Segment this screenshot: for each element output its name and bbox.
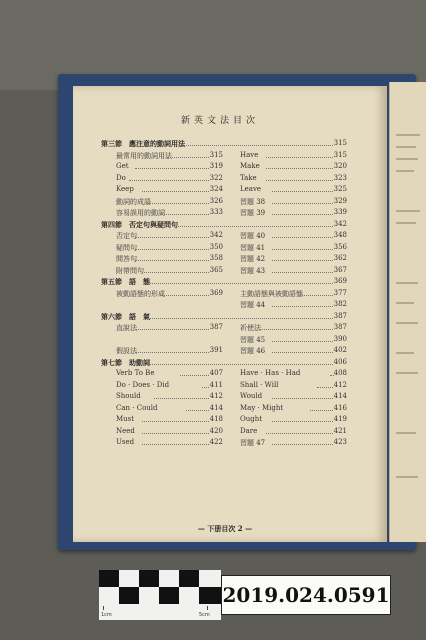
toc-leader xyxy=(272,249,333,250)
toc-entry: 附帶問句 xyxy=(116,266,144,275)
toc-page-number: 320 xyxy=(333,162,347,170)
toc-leader xyxy=(148,203,209,204)
toc-entry: Leave xyxy=(240,185,262,193)
toc-leader xyxy=(272,398,333,399)
toc-page-number: 406 xyxy=(333,357,347,366)
toc-entry: 被動語態的形成 xyxy=(116,289,165,298)
toc-page-number: 416 xyxy=(333,403,347,412)
scale-square xyxy=(159,587,179,604)
toc-entry: Verb To Be xyxy=(116,369,155,377)
toc-page-number: 329 xyxy=(333,196,347,205)
toc-page-number: 402 xyxy=(333,346,347,354)
toc-leader xyxy=(142,191,209,192)
toc-leader xyxy=(147,283,333,284)
toc-leader xyxy=(180,145,333,146)
toc-entry: 最常用的動詞用法 xyxy=(116,151,172,160)
toc-entry: 容易誤用的動詞 xyxy=(116,209,165,217)
color-scale-bar xyxy=(99,570,221,620)
toc-entry: 祈使法 xyxy=(240,324,261,332)
toc-page-number: 390 xyxy=(333,334,347,343)
toc-leader xyxy=(272,341,333,342)
toc-section-heading: 第三節 應注意的動詞用法 xyxy=(101,139,185,148)
facing-page-text-line xyxy=(396,476,418,478)
toc-page-number: 315 xyxy=(209,150,223,159)
toc-entry: 習題 46 xyxy=(240,347,266,355)
toc-leader xyxy=(154,398,209,399)
toc-page-number: 326 xyxy=(209,196,223,205)
scale-tick xyxy=(103,606,104,610)
toc-leader xyxy=(147,318,333,319)
toc-section-heading: 第六節 語 氣 xyxy=(101,311,150,321)
toc-entry: 習題 39 xyxy=(240,209,266,217)
toc-entry: 習題 47 xyxy=(240,439,266,447)
toc-leader xyxy=(298,295,333,296)
toc-section-heading: 第七節 助動詞 xyxy=(101,357,150,367)
facing-page-text-line xyxy=(396,134,420,136)
toc-page-number: 339 xyxy=(333,208,347,216)
toc-page-number: 377 xyxy=(333,288,347,297)
toc-entry: Would xyxy=(240,392,263,400)
toc-entry: Do · Does · Did xyxy=(116,380,170,389)
toc-page-number: 315 xyxy=(333,139,347,147)
toc-leader xyxy=(310,410,333,411)
toc-page-number: 367 xyxy=(333,265,347,274)
toc-page-number: 387 xyxy=(333,323,347,331)
toc-page-number: 407 xyxy=(209,369,223,377)
toc-page-number: 418 xyxy=(209,415,223,423)
toc-entry: Should xyxy=(116,392,141,400)
toc-leader xyxy=(266,157,333,158)
facing-page-text-line xyxy=(396,146,416,148)
toc-page-number: 411 xyxy=(209,380,223,389)
facing-page xyxy=(389,82,426,542)
toc-page-number: 342 xyxy=(209,231,223,239)
toc-page-number: 387 xyxy=(209,323,223,331)
toc-page-number: 419 xyxy=(333,415,347,423)
toc-page-number: 414 xyxy=(333,392,347,400)
toc-leader xyxy=(135,260,209,261)
scale-label-right: 5cm xyxy=(199,612,210,618)
toc-leader xyxy=(142,433,209,434)
facing-page-text-line xyxy=(396,302,414,304)
toc-entry: 習題 45 xyxy=(240,335,266,344)
scale-square xyxy=(199,587,221,604)
toc-leader xyxy=(272,444,333,445)
toc-entry: 動詞的成語 xyxy=(116,197,151,206)
toc-leader xyxy=(272,352,333,353)
toc-entry: 否定句 xyxy=(116,232,137,240)
toc-section-heading: 第五節 語 態 xyxy=(101,277,150,286)
toc-page-number: 423 xyxy=(333,438,347,446)
toc-page-number: 408 xyxy=(333,369,347,377)
toc-entry: 習題 42 xyxy=(240,255,266,263)
toc-leader xyxy=(266,180,333,181)
toc-leader xyxy=(180,375,209,376)
toc-entry: 習題 38 xyxy=(240,197,266,206)
toc-entry: 習題 44 xyxy=(240,301,266,309)
scale-square xyxy=(179,570,199,587)
toc-leader xyxy=(272,237,333,238)
toc-page-number: 412 xyxy=(333,380,347,389)
toc-entry: Dare xyxy=(240,426,258,435)
toc-page-number: 325 xyxy=(333,185,347,193)
toc-page-number: 315 xyxy=(333,150,347,159)
toc-entry: Can · Could xyxy=(116,403,158,412)
toc-leader xyxy=(272,272,333,273)
facing-page-text-line xyxy=(396,158,418,160)
toc-entry: 習題 43 xyxy=(240,266,266,275)
toc-leader xyxy=(135,329,209,330)
toc-page-number: 422 xyxy=(209,438,223,446)
toc-leader xyxy=(142,272,209,273)
toc-page-number: 333 xyxy=(209,208,223,216)
accession-number-label: 2019.024.0591 xyxy=(221,575,391,615)
toc-page-number: 323 xyxy=(333,173,347,182)
toc-entry: Make xyxy=(240,162,260,170)
toc-page-number: 387 xyxy=(333,311,347,320)
toc-page-number: 421 xyxy=(333,426,347,435)
toc-leader xyxy=(266,168,333,169)
facing-page-text-line xyxy=(396,372,418,374)
toc-page-number: 356 xyxy=(333,242,347,251)
toc-page-number: 362 xyxy=(333,254,347,262)
toc-page-number: 369 xyxy=(333,277,347,285)
toc-page-number: 391 xyxy=(209,346,223,354)
toc-entry: 主動語態與被動語態 xyxy=(240,289,303,298)
toc-page-number: 348 xyxy=(333,231,347,239)
toc-page-number: 414 xyxy=(209,403,223,412)
toc-entry: 習題 40 xyxy=(240,232,266,240)
toc-entry: Keep xyxy=(116,185,134,193)
toc-entry: 習題 41 xyxy=(240,243,266,252)
facing-page-text-line xyxy=(396,282,418,284)
toc-page-number: 382 xyxy=(333,300,347,308)
toc-entry: 假設法 xyxy=(116,347,137,355)
toc-entry: 間答句 xyxy=(116,255,137,263)
toc-entry: Have xyxy=(240,150,259,159)
toc-leader xyxy=(135,168,209,169)
toc-page-number: 358 xyxy=(209,254,223,262)
toc-leader xyxy=(272,421,333,422)
scale-square xyxy=(119,587,139,604)
toc-entry: Have · Has · Had xyxy=(240,369,301,377)
toc-leader xyxy=(135,237,209,238)
scale-square xyxy=(99,570,119,587)
toc-entry: Must xyxy=(116,415,135,423)
toc-entry: Take xyxy=(240,173,257,182)
toc-page-number: 350 xyxy=(209,242,223,251)
toc-entry: 疑問句 xyxy=(116,243,137,252)
scale-label-left: 1cm xyxy=(101,612,112,618)
toc-leader xyxy=(135,352,209,353)
facing-page-text-line xyxy=(396,352,414,354)
page-title: 新英文法目次 xyxy=(180,116,259,126)
toc-page-number: 365 xyxy=(209,265,223,274)
toc-leader xyxy=(167,157,209,158)
toc-leader xyxy=(135,249,209,250)
toc-entry: Shall · Will xyxy=(240,380,279,389)
facing-page-text-line xyxy=(396,322,418,324)
toc-entry: Used xyxy=(116,438,135,446)
facing-page-text-line xyxy=(396,432,416,434)
toc-leader xyxy=(142,421,209,422)
toc-entry: 直說法 xyxy=(116,324,137,332)
toc-leader xyxy=(272,306,333,307)
toc-entry: May · Might xyxy=(240,403,284,412)
toc-entry: Do xyxy=(116,173,126,182)
facing-page-text-line xyxy=(396,210,420,212)
toc-leader xyxy=(272,203,333,204)
toc-page-number: 342 xyxy=(333,219,347,228)
toc-entry: Ought xyxy=(240,415,263,423)
toc-page-number: 319 xyxy=(209,162,223,170)
toc-leader xyxy=(186,410,209,411)
toc-entry: Get xyxy=(116,162,129,170)
toc-entry: Need xyxy=(116,426,135,435)
toc-leader xyxy=(161,295,209,296)
toc-page-number: 324 xyxy=(209,185,223,193)
toc-leader xyxy=(174,226,333,227)
toc-leader xyxy=(161,214,209,215)
toc-leader xyxy=(129,180,209,181)
toc-page-number: 412 xyxy=(209,392,223,400)
toc-section-heading: 第四節 否定句與疑問句 xyxy=(101,219,178,229)
toc-page-number: 369 xyxy=(209,288,223,297)
toc-page-number: 420 xyxy=(209,426,223,435)
toc-leader xyxy=(272,191,333,192)
scale-square xyxy=(139,570,159,587)
toc-leader xyxy=(147,364,333,365)
facing-page-text-line xyxy=(396,222,416,224)
toc-leader xyxy=(202,387,209,388)
toc-leader xyxy=(272,260,333,261)
toc-leader xyxy=(272,214,333,215)
toc-leader xyxy=(266,433,333,434)
scale-tick xyxy=(207,606,208,610)
toc-page-number: 322 xyxy=(209,173,223,182)
toc-leader xyxy=(259,329,333,330)
page-footer: — 下册目次 2 — xyxy=(197,524,253,533)
toc-leader xyxy=(317,387,333,388)
toc-leader xyxy=(142,444,209,445)
facing-page-text-line xyxy=(396,170,414,172)
